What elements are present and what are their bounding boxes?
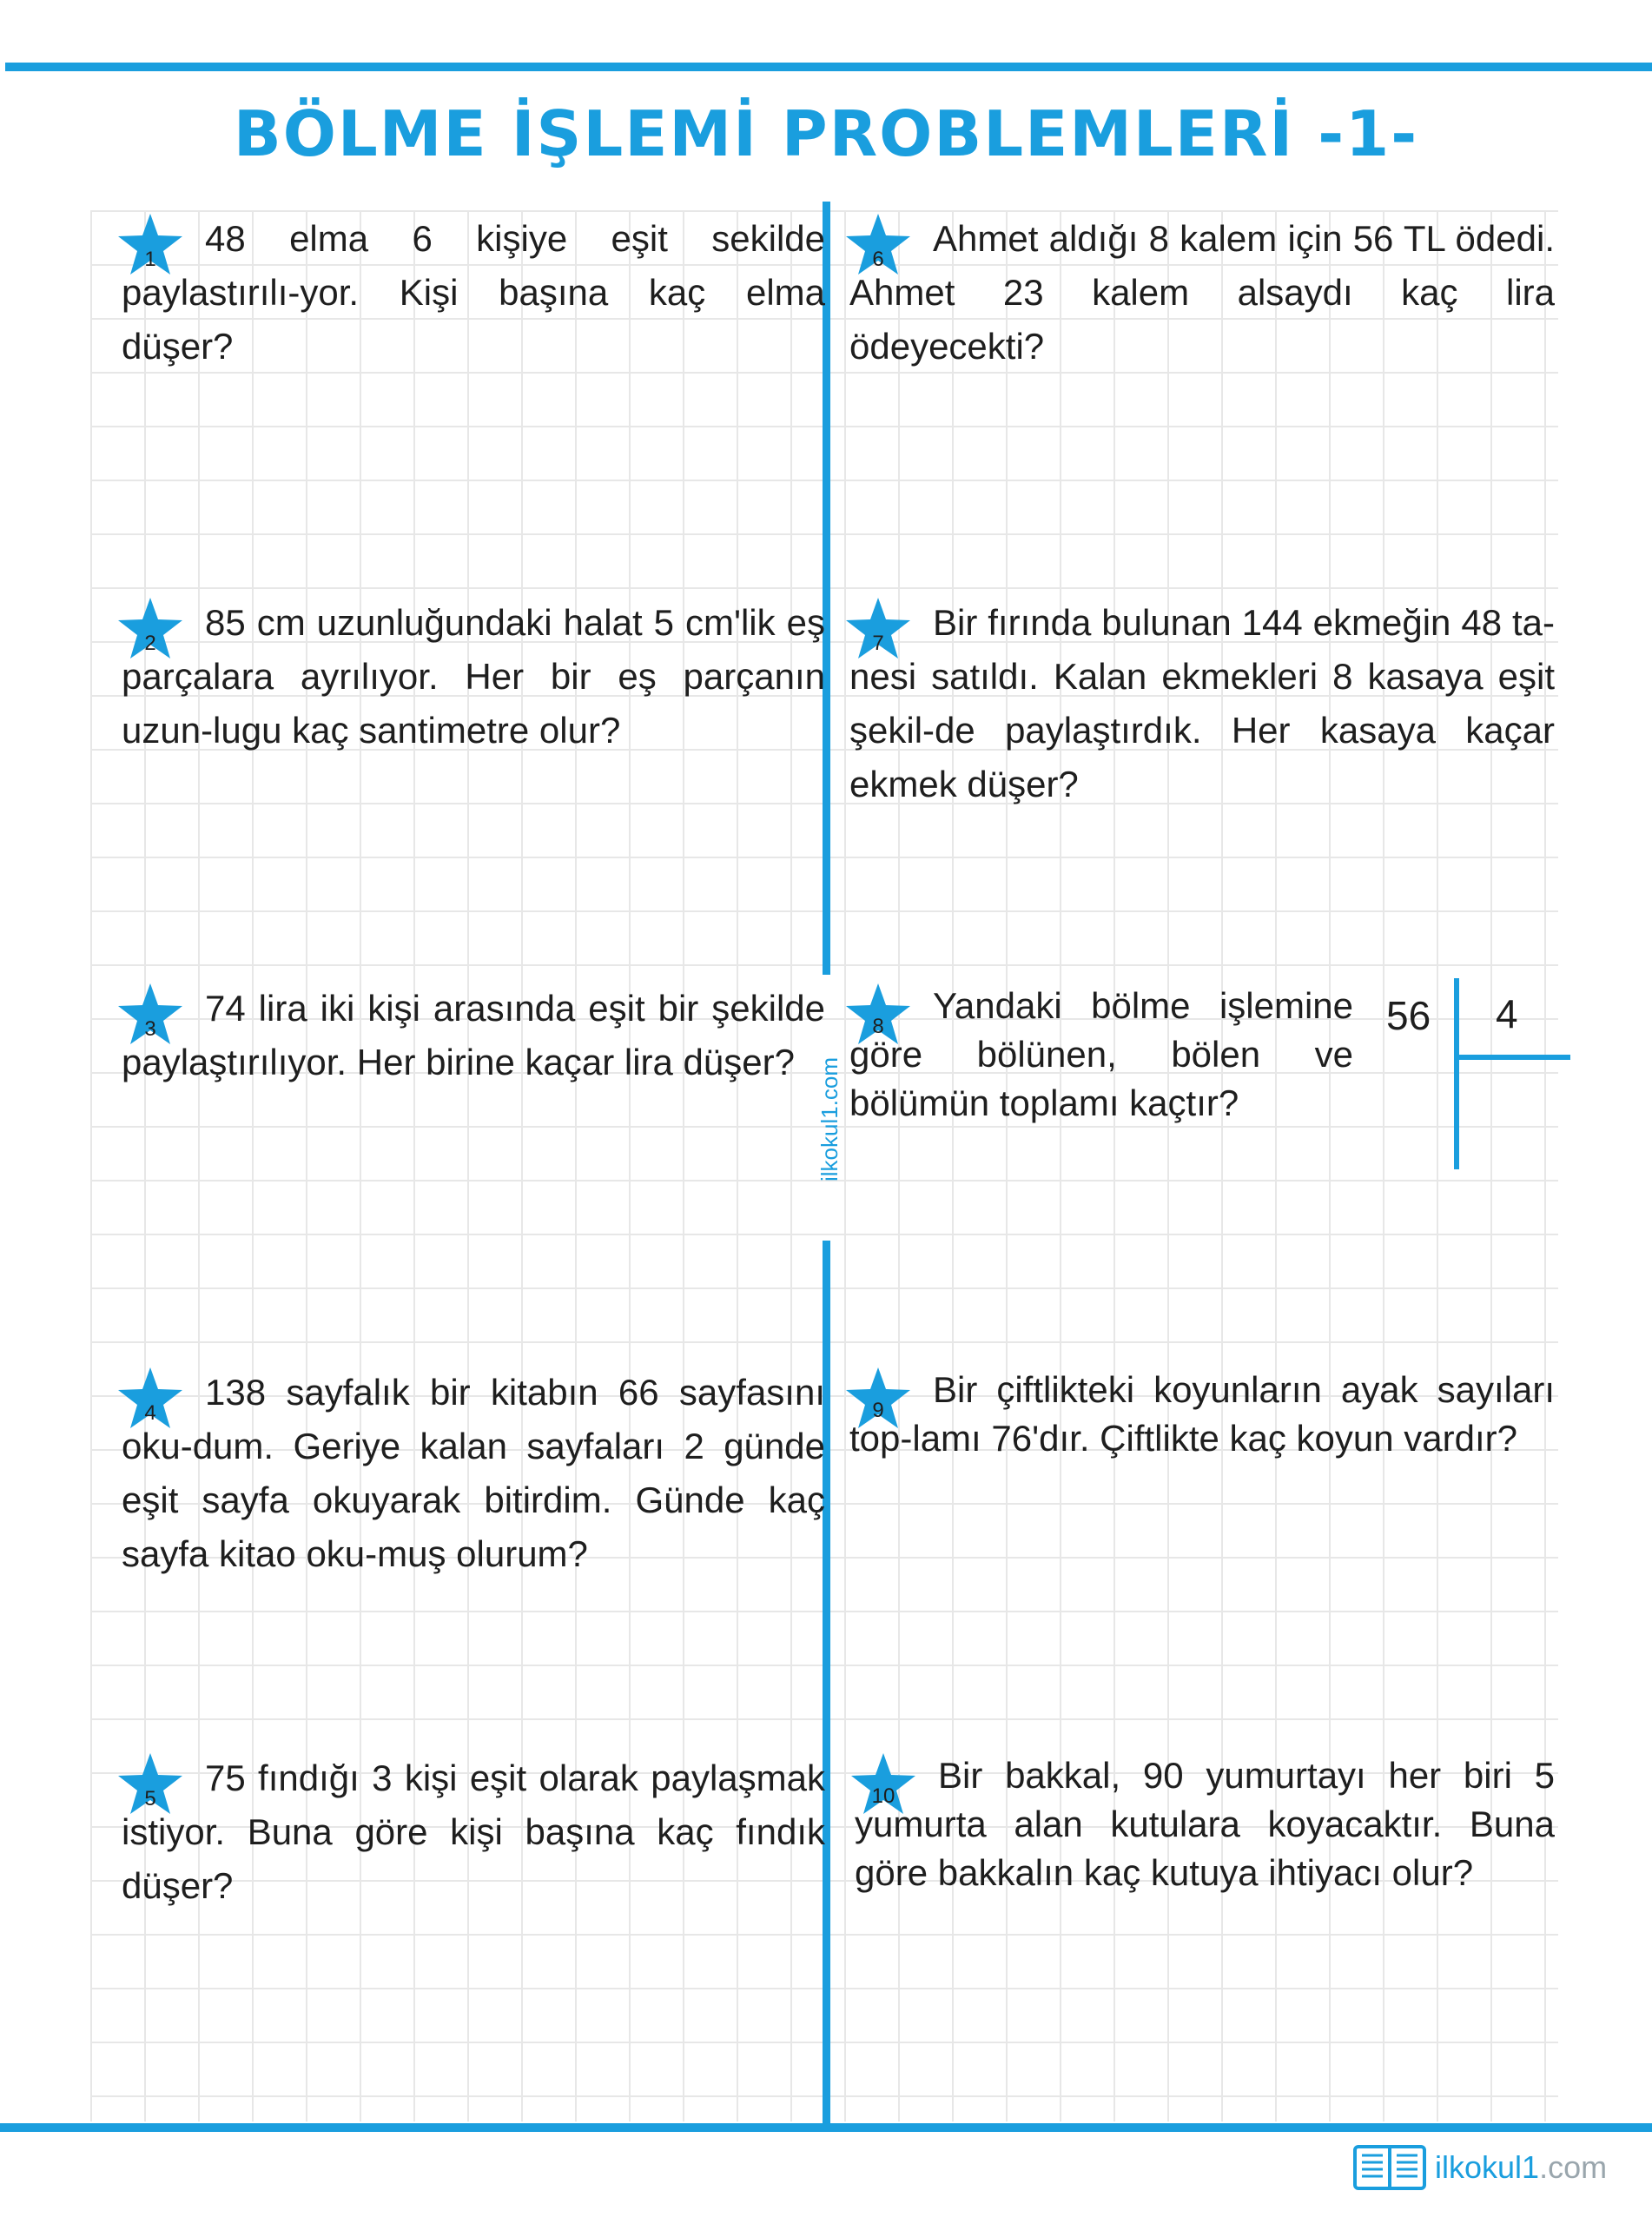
brand-main: ilkokul1 bbox=[1435, 2149, 1540, 2185]
problem-6 bbox=[849, 212, 1555, 374]
star-badge bbox=[849, 1751, 917, 1816]
division-dividend: 56 bbox=[1386, 993, 1431, 1038]
open-book-icon bbox=[1353, 2143, 1426, 2192]
problem-number: 1 bbox=[144, 248, 156, 271]
problem-text: Bir çiftlikteki koyunların ayak sayıları top-lamı 76'dır. Çiftlikte kaç koyun vardır? bbox=[849, 1369, 1555, 1459]
star-badge bbox=[844, 596, 912, 660]
star-badge bbox=[116, 596, 184, 660]
problem-text: Bir fırında bulunan 144 ekmeğin 48 ta-nesi satıldı. Kalan ekmekleri 8 kasaya eşit şekil-de paylaştırdık. Her kasaya kaçar ekmek düşer? bbox=[849, 602, 1555, 804]
star-badge bbox=[116, 212, 184, 276]
problem-2 bbox=[122, 596, 825, 758]
star-badge bbox=[116, 982, 184, 1046]
problem-text: 74 lira iki kişi arasında eşit bir şekilde paylaştırılıyor. Her birine kaçar lira düşer? bbox=[122, 988, 825, 1082]
division-vertical-line bbox=[1454, 978, 1459, 1169]
problem-number: 5 bbox=[144, 1787, 156, 1810]
problem-number: 9 bbox=[872, 1399, 884, 1422]
problem-1 bbox=[122, 212, 825, 374]
problem-5 bbox=[122, 1751, 825, 1913]
star-badge bbox=[844, 1366, 912, 1430]
problem-text: 48 elma 6 kişiye eşit sekilde paylastırılı-yor. Kişi başına kaç elma düşer? bbox=[122, 218, 825, 367]
problem-text: Ahmet aldığı 8 kalem için 56 TL ödedi. Ahmet 23 kalem alsaydı kaç lira ödeyecekti? bbox=[849, 218, 1555, 367]
brand-text bbox=[1435, 2149, 1607, 2186]
side-watermark-text: ilkokul1.com bbox=[816, 1056, 843, 1182]
division-horizontal-line bbox=[1454, 1055, 1570, 1060]
top-rule bbox=[5, 63, 1652, 71]
problem-text: 85 cm uzunluğundaki halat 5 cm'lik eş parçalara ayrılıyor. Her bir eş parçanın uzun-lugu kaç santimetre olur? bbox=[122, 602, 825, 751]
problem-text: Yandaki bölme işlemine göre bölünen, bölen ve bölümün toplamı kaçtır? bbox=[849, 985, 1353, 1123]
problem-number: 4 bbox=[144, 1401, 156, 1425]
problem-number: 2 bbox=[144, 632, 156, 655]
star-badge bbox=[844, 212, 912, 276]
problem-number: 6 bbox=[872, 248, 884, 271]
problem-text: Bir bakkal, 90 yumurtayı her biri 5 yumurta alan kutulara koyacaktır. Buna göre bakkalın kaç kutuya ihtiyacı olur? bbox=[855, 1755, 1555, 1893]
problem-7 bbox=[849, 596, 1555, 811]
star-badge bbox=[116, 1366, 184, 1430]
problem-number: 3 bbox=[144, 1017, 156, 1041]
division-divisor: 4 bbox=[1496, 991, 1518, 1036]
problem-9 bbox=[849, 1366, 1555, 1463]
star-badge bbox=[116, 1751, 184, 1816]
problem-4 bbox=[122, 1366, 825, 1581]
problem-text: 138 sayfalık bir kitabın 66 sayfasını oku-dum. Geriye kalan sayfaları 2 günde eşit sayfa okuyarak bitirdim. Günde kaç sayfa kitao oku-muş olurum? bbox=[122, 1372, 825, 1574]
bottom-rule bbox=[0, 2123, 1652, 2132]
problem-3 bbox=[122, 982, 825, 1089]
problem-number: 10 bbox=[871, 1784, 895, 1808]
star-badge bbox=[844, 982, 912, 1046]
problem-8 bbox=[849, 982, 1353, 1128]
problem-10 bbox=[855, 1751, 1555, 1897]
brand-suffix: .com bbox=[1539, 2149, 1608, 2185]
division-bracket bbox=[1372, 973, 1572, 1173]
problem-number: 8 bbox=[872, 1015, 884, 1038]
brand-logo bbox=[1353, 2141, 1607, 2194]
problem-number: 7 bbox=[872, 632, 884, 655]
problem-text: 75 fındığı 3 kişi eşit olarak paylaşmak istiyor. Buna göre kişi başına kaç fındık düşer? bbox=[122, 1757, 825, 1906]
page-title: BÖLME İŞLEMİ PROBLEMLERİ -1- bbox=[233, 97, 1419, 170]
